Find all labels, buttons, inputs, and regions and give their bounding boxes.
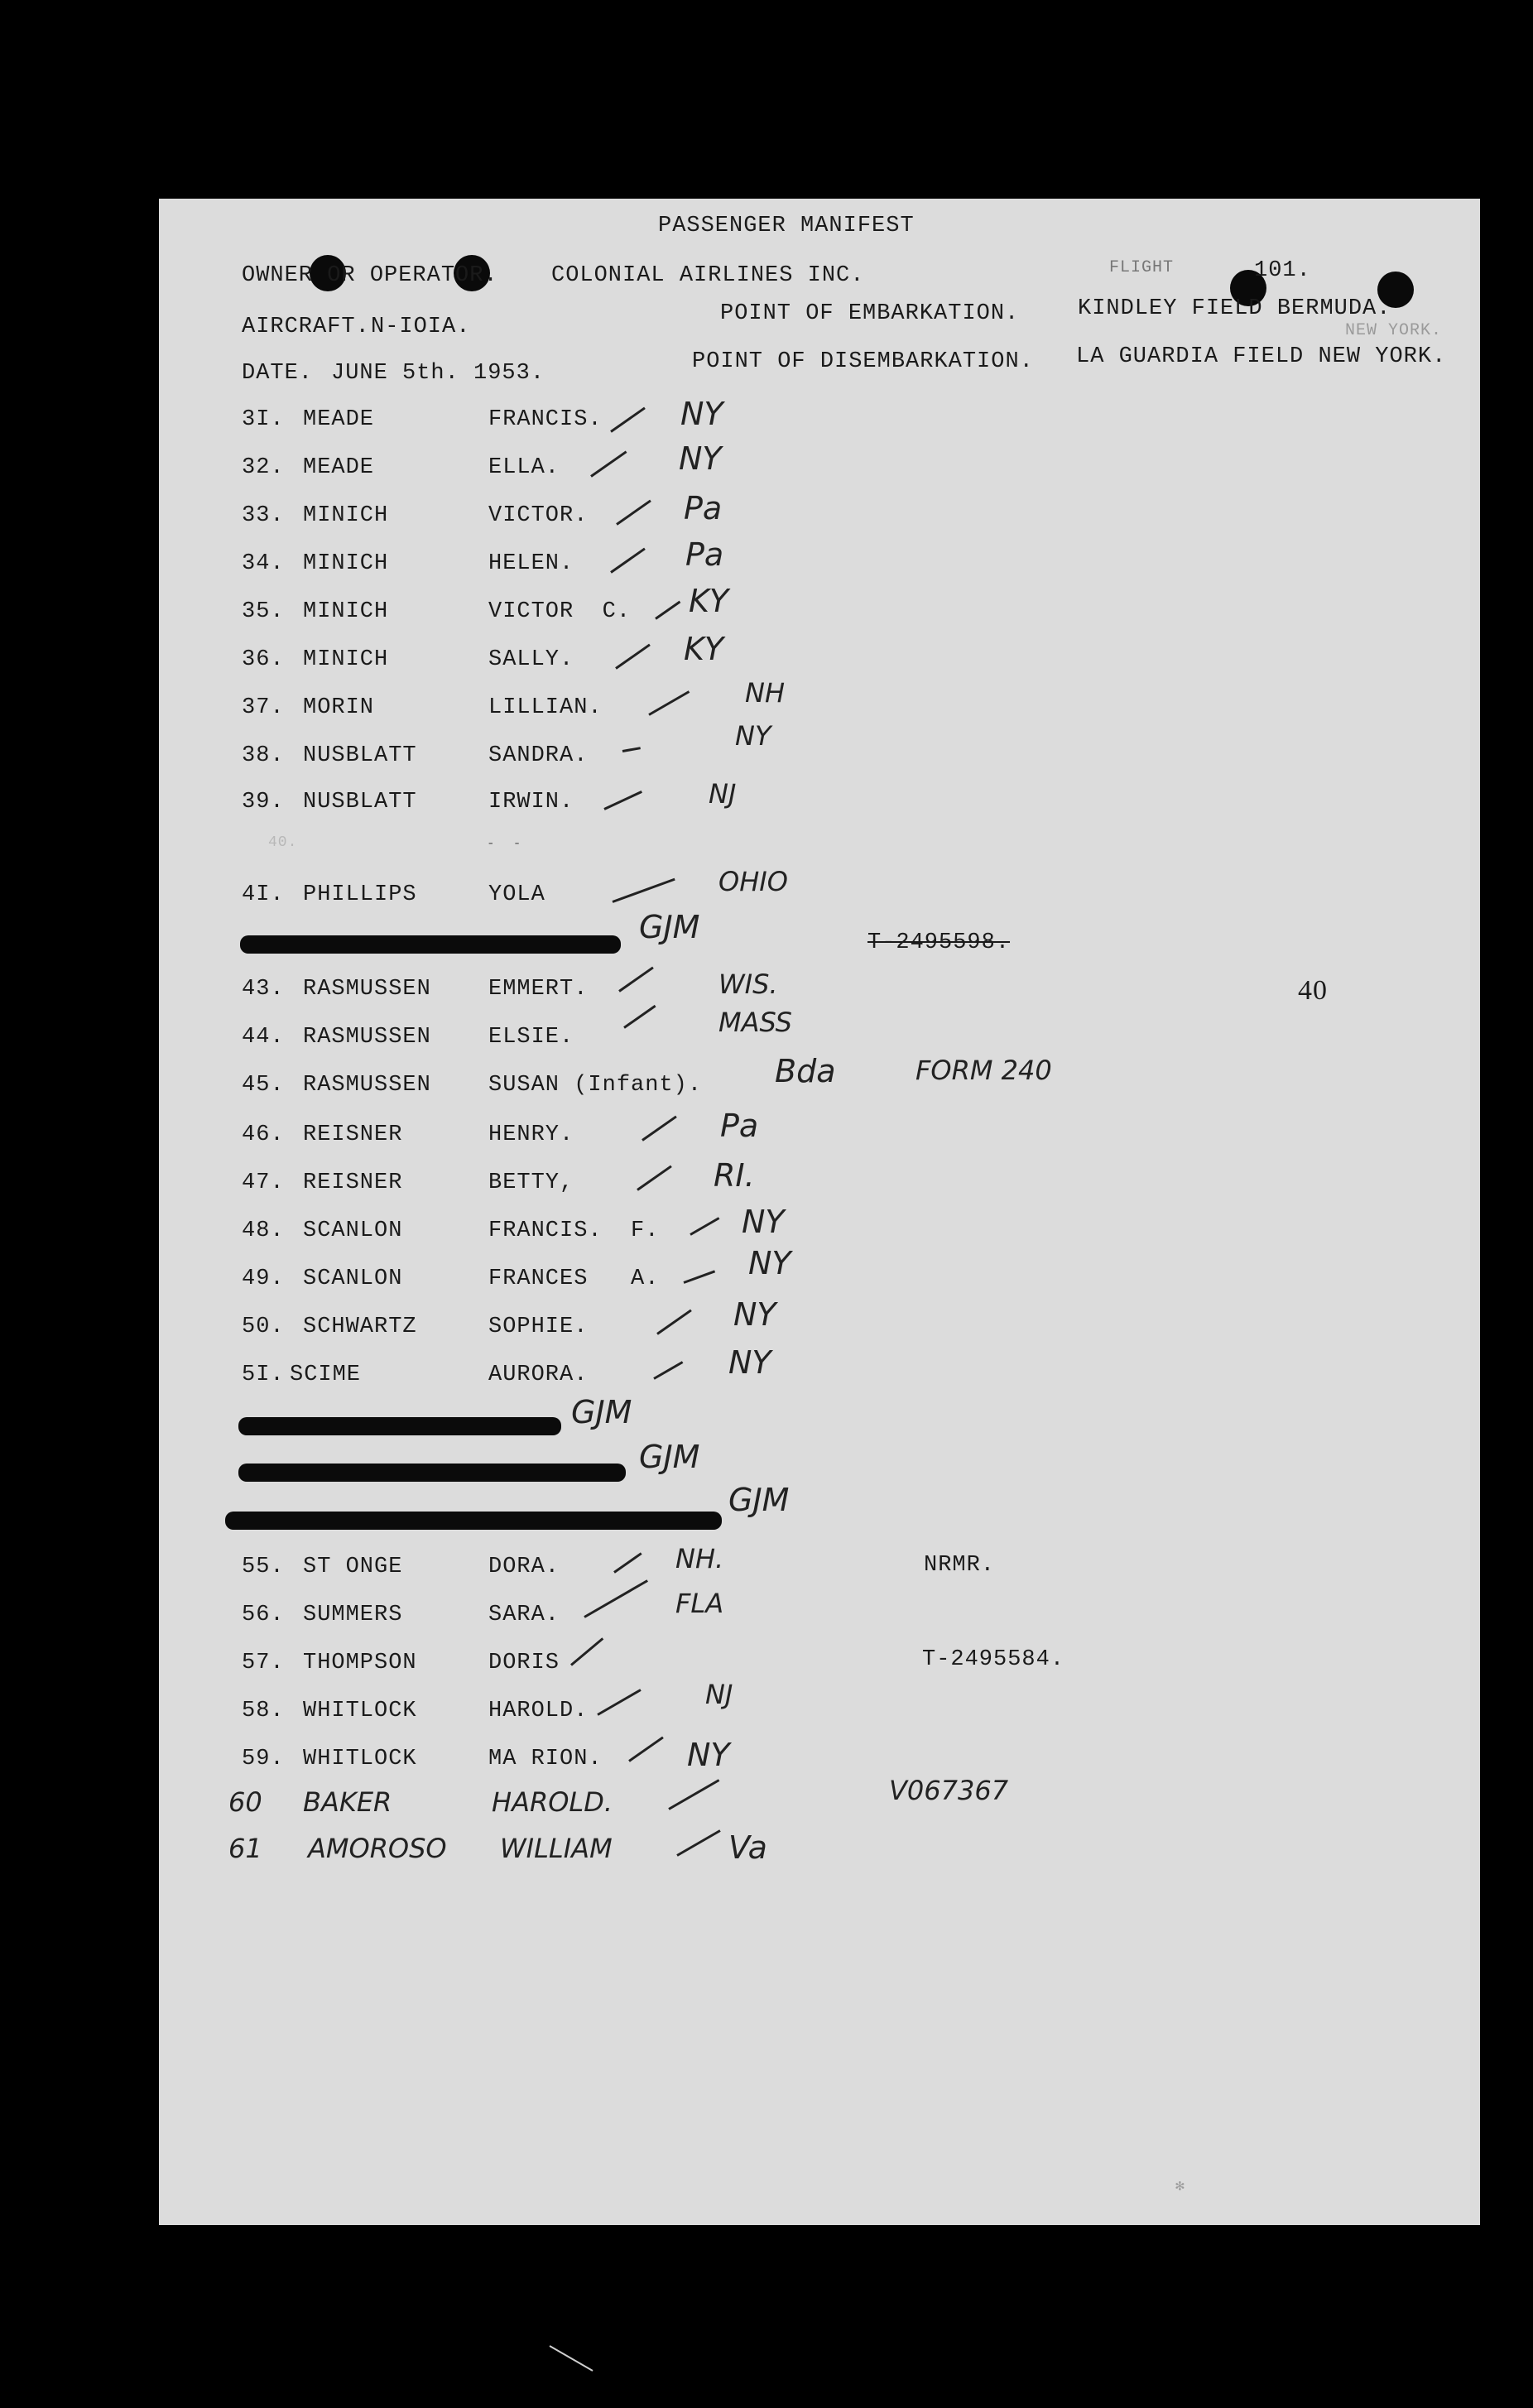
first-name: VICTOR. (488, 503, 589, 528)
row-number: 36. (242, 647, 285, 672)
row-number: 32. (242, 455, 285, 480)
last-name: PHILLIPS (303, 882, 417, 907)
state-annotation: NY (728, 1344, 771, 1381)
last-name: MINICH (303, 599, 389, 624)
first-name: SALLY. (488, 647, 574, 672)
first-name: FRANCIS. (488, 407, 603, 432)
last-name: THOMPSON (303, 1651, 417, 1675)
first-name: HENRY. (488, 1122, 574, 1147)
row-number: 60 (228, 1786, 262, 1818)
passport-number: V067367 (889, 1775, 1009, 1806)
embark-overprint: NEW YORK. (1345, 321, 1443, 340)
last-name: SCANLON (303, 1266, 403, 1291)
first-name: HAROLD. (488, 1699, 589, 1723)
first-name: FRANCES A. (488, 1266, 660, 1291)
row-number: 3I. (242, 407, 285, 432)
first-name: SARA. (488, 1603, 560, 1627)
date-value: JUNE 5th. 1953. (331, 361, 545, 386)
initials-annotation: GJM (728, 1482, 790, 1518)
first-name: HELEN. (488, 551, 574, 576)
aircraft-label: AIRCRAFT. (242, 315, 370, 339)
row-number: 61 (228, 1833, 262, 1864)
row-number: 4I. (242, 882, 285, 907)
state-annotation: Pa (685, 536, 724, 573)
last-name: WHITLOCK (303, 1699, 417, 1723)
state-annotation: NY (735, 720, 771, 752)
last-name: REISNER (303, 1122, 403, 1147)
last-name: RASMUSSEN (303, 1073, 431, 1098)
state-annotation: OHIO (718, 866, 788, 897)
first-name: HAROLD. (492, 1786, 613, 1818)
page-number: 40 (1298, 975, 1328, 1006)
state-annotation: KY (689, 583, 729, 619)
redaction-bar (225, 1512, 722, 1530)
state-annotation: NJ (705, 1679, 733, 1710)
last-name: RASMUSSEN (303, 977, 431, 1002)
first-name: SANDRA. (488, 743, 589, 768)
last-name: MINICH (303, 551, 389, 576)
state-annotation: NY (687, 1737, 730, 1773)
row-number: 58. (242, 1699, 285, 1723)
redaction-bar (240, 935, 621, 954)
first-name: SOPHIE. (488, 1315, 589, 1339)
state-annotation: NY (748, 1245, 791, 1281)
last-name: MEADE (303, 455, 375, 480)
row-number: 45. (242, 1073, 285, 1098)
first-name: LILLIAN. (488, 695, 603, 720)
row-number: 43. (242, 977, 285, 1002)
row-number: 38. (242, 743, 285, 768)
last-name: SUMMERS (303, 1603, 403, 1627)
state-annotation: RI. (714, 1157, 755, 1194)
owner-value: COLONIAL AIRLINES INC. (551, 263, 865, 288)
document-title: PASSENGER MANIFEST (658, 214, 915, 238)
aircraft-value: N-IOIA. (371, 315, 471, 339)
first-name: MA RION. (488, 1747, 603, 1771)
first-name: SUSAN (Infant). (488, 1073, 703, 1098)
last-name: WHITLOCK (303, 1747, 417, 1771)
scan-smudge: ✻ (1175, 2179, 1185, 2195)
first-name: EMMERT. (488, 977, 589, 1002)
flight-value: 101. (1254, 258, 1311, 283)
state-annotation: NY (742, 1204, 785, 1240)
row-number-faint: 40. (268, 834, 298, 851)
row-number: 48. (242, 1218, 285, 1243)
first-name: BETTY, (488, 1170, 574, 1195)
row-number: 47. (242, 1170, 285, 1195)
scan-artifact (550, 2345, 593, 2372)
row-number: 46. (242, 1122, 285, 1147)
state-annotation: NH (745, 677, 785, 709)
row-number: 49. (242, 1266, 285, 1291)
first-name: DORA. (488, 1555, 560, 1579)
row-number: 59. (242, 1747, 285, 1771)
state-annotation: Bda (775, 1053, 836, 1089)
last-name: RASMUSSEN (303, 1025, 431, 1050)
last-name: MORIN (303, 695, 375, 720)
redaction-bar (238, 1417, 561, 1435)
disembark-label: POINT OF DISEMBARKATION. (692, 349, 1034, 374)
row-number: 50. (242, 1315, 285, 1339)
state-annotation: WIS. (718, 968, 778, 1000)
initials-annotation: GJM (571, 1394, 632, 1430)
first-name: AURORA. (488, 1363, 589, 1387)
state-annotation: NY (733, 1296, 776, 1333)
first-name: IRWIN. (488, 790, 574, 815)
last-name: SCHWARTZ (303, 1315, 417, 1339)
owner-label: OWNER OR OPERATOR. (242, 263, 498, 288)
last-name: SCANLON (303, 1218, 403, 1243)
first-name: ELSIE. (488, 1025, 574, 1050)
row-number: 34. (242, 551, 285, 576)
row-number: 37. (242, 695, 285, 720)
first-name: ELLA. (488, 455, 560, 480)
row-number: 39. (242, 790, 285, 815)
first-name: VICTOR C. (488, 599, 632, 624)
embark-value: KINDLEY FIELD BERMUDA. (1078, 296, 1391, 321)
row-number: 56. (242, 1603, 285, 1627)
flight-label: FLIGHT (1109, 258, 1175, 277)
row-number: 44. (242, 1025, 285, 1050)
row-note: NRMR. (924, 1553, 996, 1578)
last-name: NUSBLATT (303, 743, 417, 768)
ticket-number-struck: T-2495598. (867, 930, 1011, 955)
embark-label: POINT OF EMBARKATION. (720, 301, 1020, 326)
first-name: FRANCIS. F. (488, 1218, 660, 1243)
faint-mark: - - (487, 836, 522, 851)
last-name: NUSBLATT (303, 790, 417, 815)
row-number: 55. (242, 1555, 285, 1579)
date-label: DATE. (242, 361, 314, 386)
state-annotation: FLA (675, 1588, 724, 1619)
state-annotation: Va (728, 1829, 767, 1866)
row-number: 5I. (242, 1363, 285, 1387)
last-name: MINICH (303, 647, 389, 672)
last-name: SCIME (290, 1363, 362, 1387)
state-annotation: NY (679, 440, 722, 477)
state-annotation: NY (680, 396, 723, 432)
state-annotation: NH. (675, 1543, 724, 1574)
first-name: DORIS (488, 1651, 560, 1675)
disembark-value: LA GUARDIA FIELD NEW YORK. (1076, 344, 1447, 369)
last-name: MINICH (303, 503, 389, 528)
ticket-number: T-2495584. (922, 1647, 1065, 1672)
row-number: 57. (242, 1651, 285, 1675)
state-annotation: MASS (718, 1007, 792, 1038)
state-annotation: KY (684, 631, 724, 667)
form-note: FORM 240 (915, 1055, 1052, 1086)
first-name: WILLIAM (500, 1833, 613, 1864)
state-annotation: NJ (709, 778, 737, 810)
last-name: REISNER (303, 1170, 403, 1195)
state-annotation: Pa (720, 1108, 759, 1144)
row-number: 33. (242, 503, 285, 528)
redaction-bar (238, 1464, 626, 1482)
last-name: BAKER (303, 1786, 392, 1818)
initials-annotation: GJM (639, 909, 700, 945)
last-name: AMOROSO (308, 1833, 447, 1864)
initials-annotation: GJM (639, 1439, 700, 1475)
last-name: ST ONGE (303, 1555, 403, 1579)
row-number: 35. (242, 599, 285, 624)
last-name: MEADE (303, 407, 375, 432)
state-annotation: Pa (684, 490, 723, 526)
first-name: YOLA (488, 882, 545, 907)
